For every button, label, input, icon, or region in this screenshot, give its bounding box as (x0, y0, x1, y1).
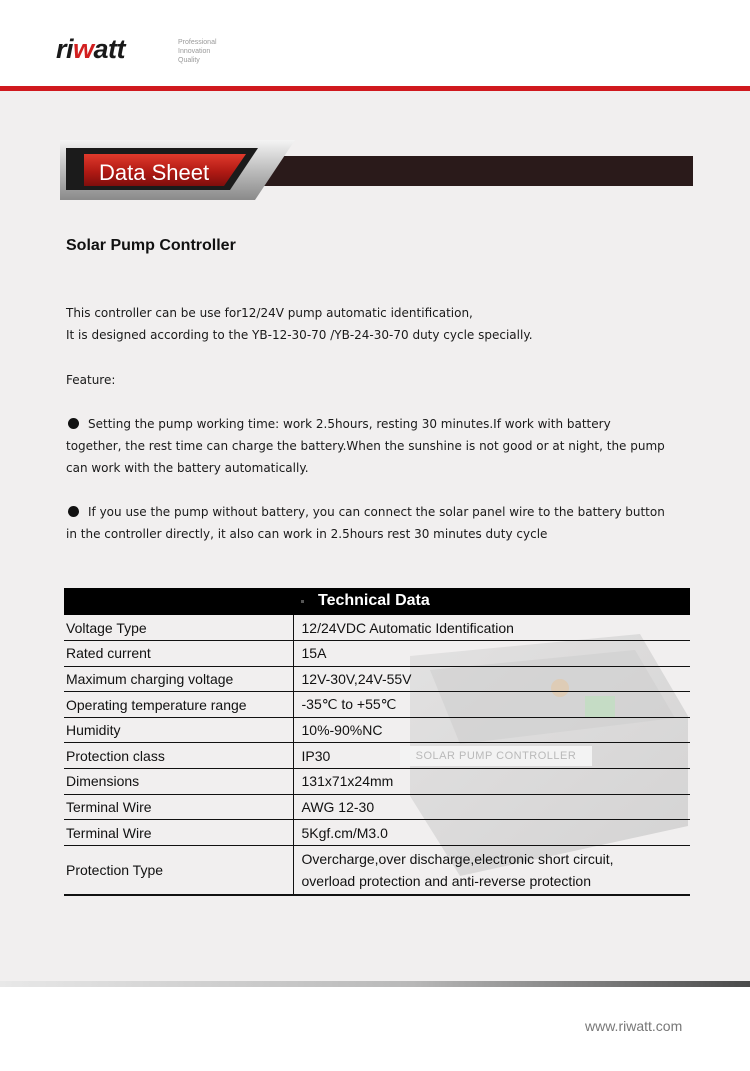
table-row (64, 794, 690, 820)
spec-key: Operating temperature range (64, 692, 293, 718)
spec-value: 12/24VDC Automatic Identification (293, 615, 690, 641)
spec-value-line: overload protection and anti-reverse protection (301, 873, 592, 890)
header-dot (301, 600, 304, 603)
spec-key: Maximum charging voltage (64, 666, 293, 692)
spec-value: 15A (293, 641, 690, 667)
bullet-text: Setting the pump working time: work 2.5hours, resting 30 minutes.If work with battery together, the rest time can charge the battery.When the sunshine is not good or at night, the pump can work with the battery automatically. (66, 417, 665, 475)
brand-tagline (178, 38, 217, 65)
spec-value: AWG 12-30 (293, 794, 690, 820)
section-banner-bar (250, 156, 693, 186)
spec-value: -35℃ to +55℃ (293, 692, 690, 718)
table-row (64, 743, 690, 769)
device-label: SOLAR PUMP CONTROLLER (400, 746, 592, 766)
tagline-line: Quality (178, 57, 200, 64)
spec-value: 5Kgf.cm/M3.0 (293, 820, 690, 846)
page-header (0, 0, 750, 88)
bullet-icon (68, 418, 79, 429)
spec-value: 12V-30V,24V-55V (293, 666, 690, 692)
spec-key: Rated current (64, 641, 293, 667)
spec-key: Voltage Type (64, 615, 293, 641)
table-row (64, 641, 690, 667)
logo-text-part: att (93, 34, 126, 64)
spec-key: Terminal Wire (64, 820, 293, 846)
intro-line: This controller can be use for12/24V pump automatic identification, (66, 306, 473, 320)
logo-text-accent: w (73, 34, 94, 64)
spec-key: Protection Type (64, 845, 293, 895)
spec-value: 10%-90%NC (293, 717, 690, 743)
technical-data-header (64, 588, 690, 615)
section-title: Data Sheet (99, 160, 210, 185)
table-row (64, 820, 690, 846)
spec-key: Protection class (64, 743, 293, 769)
product-title: Solar Pump Controller (66, 237, 236, 254)
spec-value-line: Overcharge,over discharge,electronic short circuit, (301, 851, 614, 868)
spec-value (293, 845, 690, 895)
feature-bullet (66, 413, 666, 479)
table-row (64, 769, 690, 795)
intro-paragraph (66, 302, 666, 346)
footer-rule (0, 981, 750, 987)
riwatt-logo (56, 34, 125, 65)
technical-data-title: Technical Data (318, 592, 430, 609)
website-link[interactable]: www.riwatt.com (585, 1018, 683, 1034)
spec-table (64, 615, 690, 896)
spec-key: Terminal Wire (64, 794, 293, 820)
spec-value: 131x71x24mm (293, 769, 690, 795)
technical-data-table (64, 588, 690, 896)
feature-bullet (66, 501, 666, 545)
tagline-line: Professional (178, 39, 217, 46)
table-row (64, 615, 690, 641)
table-row (64, 666, 690, 692)
table-row (64, 845, 690, 895)
table-row (64, 692, 690, 718)
bullet-icon (68, 506, 79, 517)
spec-key: Dimensions (64, 769, 293, 795)
table-row (64, 717, 690, 743)
tagline-line: Innovation (178, 48, 211, 55)
spec-key: Humidity (64, 717, 293, 743)
intro-line: It is designed according to the YB-12-30-70 /YB-24-30-70 duty cycle specially. (66, 328, 533, 342)
feature-heading: Feature: (66, 373, 116, 387)
logo-text-part: ri (56, 34, 74, 64)
spec-value: IP30 (293, 743, 690, 769)
bullet-text: If you use the pump without battery, you can connect the solar panel wire to the battery button in the controller directly, it also can work in 2.5hours rest 30 minutes duty cycle (66, 505, 665, 541)
